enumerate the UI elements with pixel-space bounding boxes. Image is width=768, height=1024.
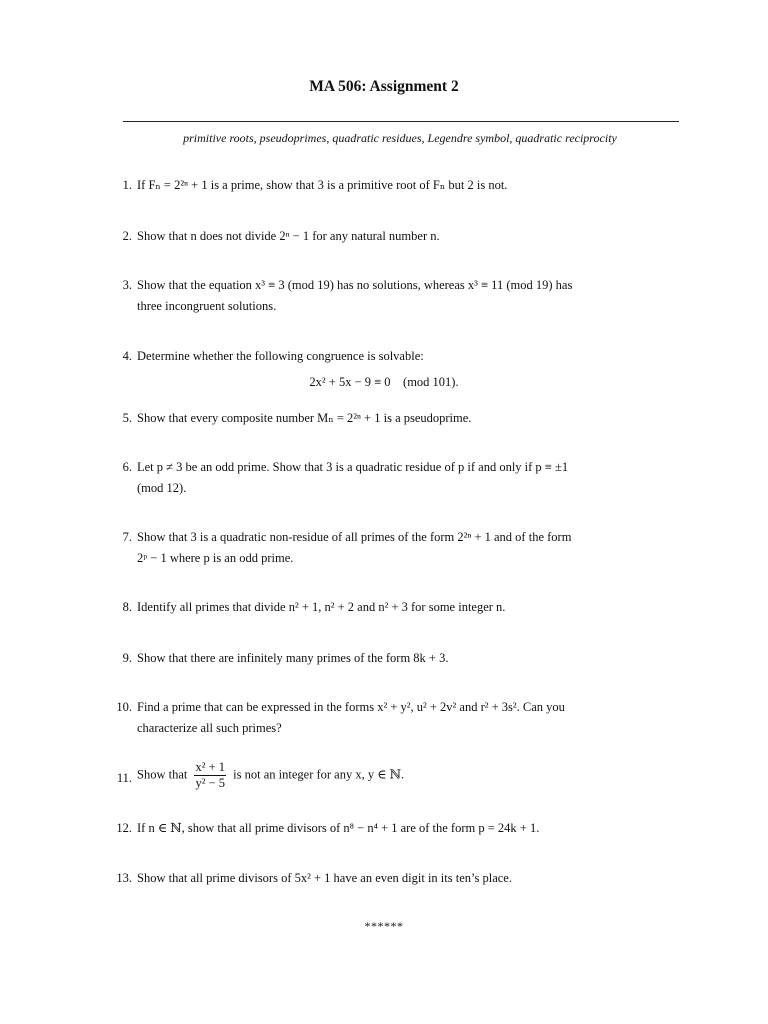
end-mark: ******: [364, 919, 404, 933]
problem-text: Determine whether the following congruence is solvable:: [137, 349, 424, 363]
problem-number: 2.: [122, 229, 132, 243]
problem-text: If n ∈ ℕ, show that all prime divisors of n⁸ − n⁴ + 1 are of the form p = 24k + 1.: [137, 821, 540, 835]
problem-8: [110, 597, 682, 618]
problem-10: [110, 697, 682, 739]
problem-text: Show that all prime divisors of 5x² + 1 have an even digit in its ten’s place.: [137, 871, 512, 885]
problem-6: [110, 457, 682, 499]
problem-number: 3.: [122, 278, 132, 292]
problem-text-continued: characterize all such primes?: [137, 721, 282, 735]
problem-text-continued: three incongruent solutions.: [137, 299, 277, 313]
problem-text: Identify all primes that divide n² + 1, n² + 2 and n² + 3 for some integer n.: [137, 600, 506, 614]
problem-5: [110, 408, 682, 429]
fraction: [194, 760, 226, 791]
problem-12: [110, 818, 682, 839]
problem-9: [110, 648, 682, 669]
problem-7: [110, 527, 682, 569]
problem-text-suffix: is not an integer for any x, y ∈ ℕ.: [233, 767, 405, 782]
problem-number: 12.: [116, 821, 132, 835]
problem-4: [110, 346, 682, 367]
problem-text: If Fₙ = 2²ⁿ + 1 is a prime, show that 3 is a primitive root of Fₙ but 2 is not.: [137, 178, 508, 192]
problem-text: Find a prime that can be expressed in the forms x² + y², u² + 2v² and r² + 3s². Can you: [137, 700, 565, 714]
problem-number: 5.: [122, 411, 132, 425]
problem-number: 13.: [116, 871, 132, 885]
problem-number: 6.: [122, 460, 132, 474]
problem-text-prefix: Show that: [137, 767, 188, 782]
fraction-denominator: y² − 5: [195, 776, 226, 790]
problem-text: Let p ≠ 3 be an odd prime. Show that 3 is a quadratic residue of p if and only if p ≡ ±1: [137, 460, 569, 474]
assignment-title: MA 506: Assignment 2: [309, 78, 459, 95]
title-rule: [123, 121, 679, 122]
problem-text-continued: 2ᵖ − 1 where p is an odd prime.: [137, 551, 294, 565]
problem-3: [110, 275, 682, 317]
problem-number: 9.: [122, 651, 132, 665]
fraction-numerator: x² + 1: [195, 760, 226, 774]
problem-11: [110, 760, 682, 791]
problem-text: Show that 3 is a quadratic non-residue of all primes of the form 2²ⁿ + 1 and of the form: [137, 530, 572, 544]
problem-2: [110, 226, 682, 247]
topics-subtitle: primitive roots, pseudoprimes, quadratic residues, Legendre symbol, quadratic reciprocity: [183, 131, 617, 145]
problem-text: Show that there are infinitely many primes of the form 8k + 3.: [137, 651, 449, 665]
problem-1: [110, 175, 682, 196]
problem-text: Show that n does not divide 2ⁿ − 1 for any natural number n.: [137, 229, 440, 243]
problem-text: Show that every composite number Mₙ = 2²ⁿ + 1 is a pseudoprime.: [137, 411, 472, 425]
problem-number: 1.: [122, 178, 132, 192]
problem-number: 8.: [122, 600, 132, 614]
problem-number: 10.: [116, 700, 132, 714]
problem-number: 4.: [122, 349, 132, 363]
problem-13: [110, 868, 682, 889]
problem-4-congruence: 2x² + 5x − 9 ≡ 0 (mod 101).: [309, 375, 459, 389]
problem-number: 11.: [116, 771, 132, 785]
problem-text-continued: (mod 12).: [137, 481, 187, 495]
problem-number: 7.: [122, 530, 132, 544]
problem-text: Show that the equation x³ ≡ 3 (mod 19) has no solutions, whereas x³ ≡ 11 (mod 19) has: [137, 278, 573, 292]
